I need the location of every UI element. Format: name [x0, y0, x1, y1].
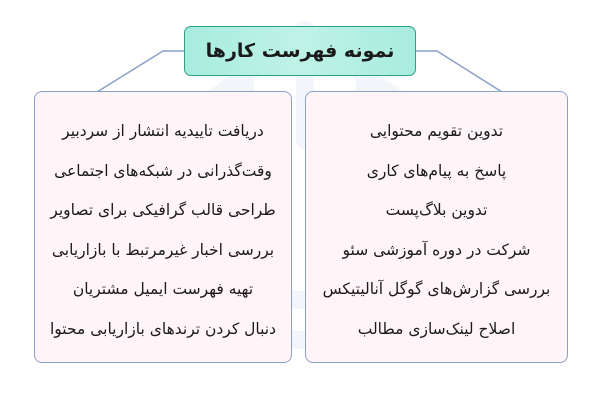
left-task-panel [34, 91, 292, 363]
list-item: تدوین تقویم محتوایی [369, 122, 504, 140]
left-task-list [35, 112, 291, 349]
page-title: نمونه فهرست کارها [205, 40, 395, 62]
list-item: شرکت در دوره آموزشی سئو [342, 240, 531, 259]
list-item: اصلاح لینک‌سازی مطالب [357, 319, 516, 338]
list-item: تهیه فهرست ایمیل مشتریان [72, 280, 254, 298]
right-task-panel [305, 91, 568, 363]
right-task-list [306, 112, 567, 349]
list-item: دریافت تاییدیه انتشار از سردبیر [62, 122, 264, 140]
list-item: پاسخ به پیام‌های کاری [366, 161, 507, 180]
list-item: بررسی اخبار غیرمرتبط با بازاریابی [51, 240, 275, 259]
list-item: وقت‌گذرانی در شبکه‌های اجتماعی [54, 161, 272, 180]
list-item: بررسی گزارش‌های گوگل آنالیتیکس [322, 280, 551, 298]
list-item: طراحی قالب گرافیکی برای تصاویر [50, 201, 276, 219]
title-box [184, 26, 416, 76]
list-item: تدوین بلاگ‌پست [385, 201, 488, 219]
list-item: دنبال کردن ترندهای بازاریابی محتوا [49, 319, 277, 338]
